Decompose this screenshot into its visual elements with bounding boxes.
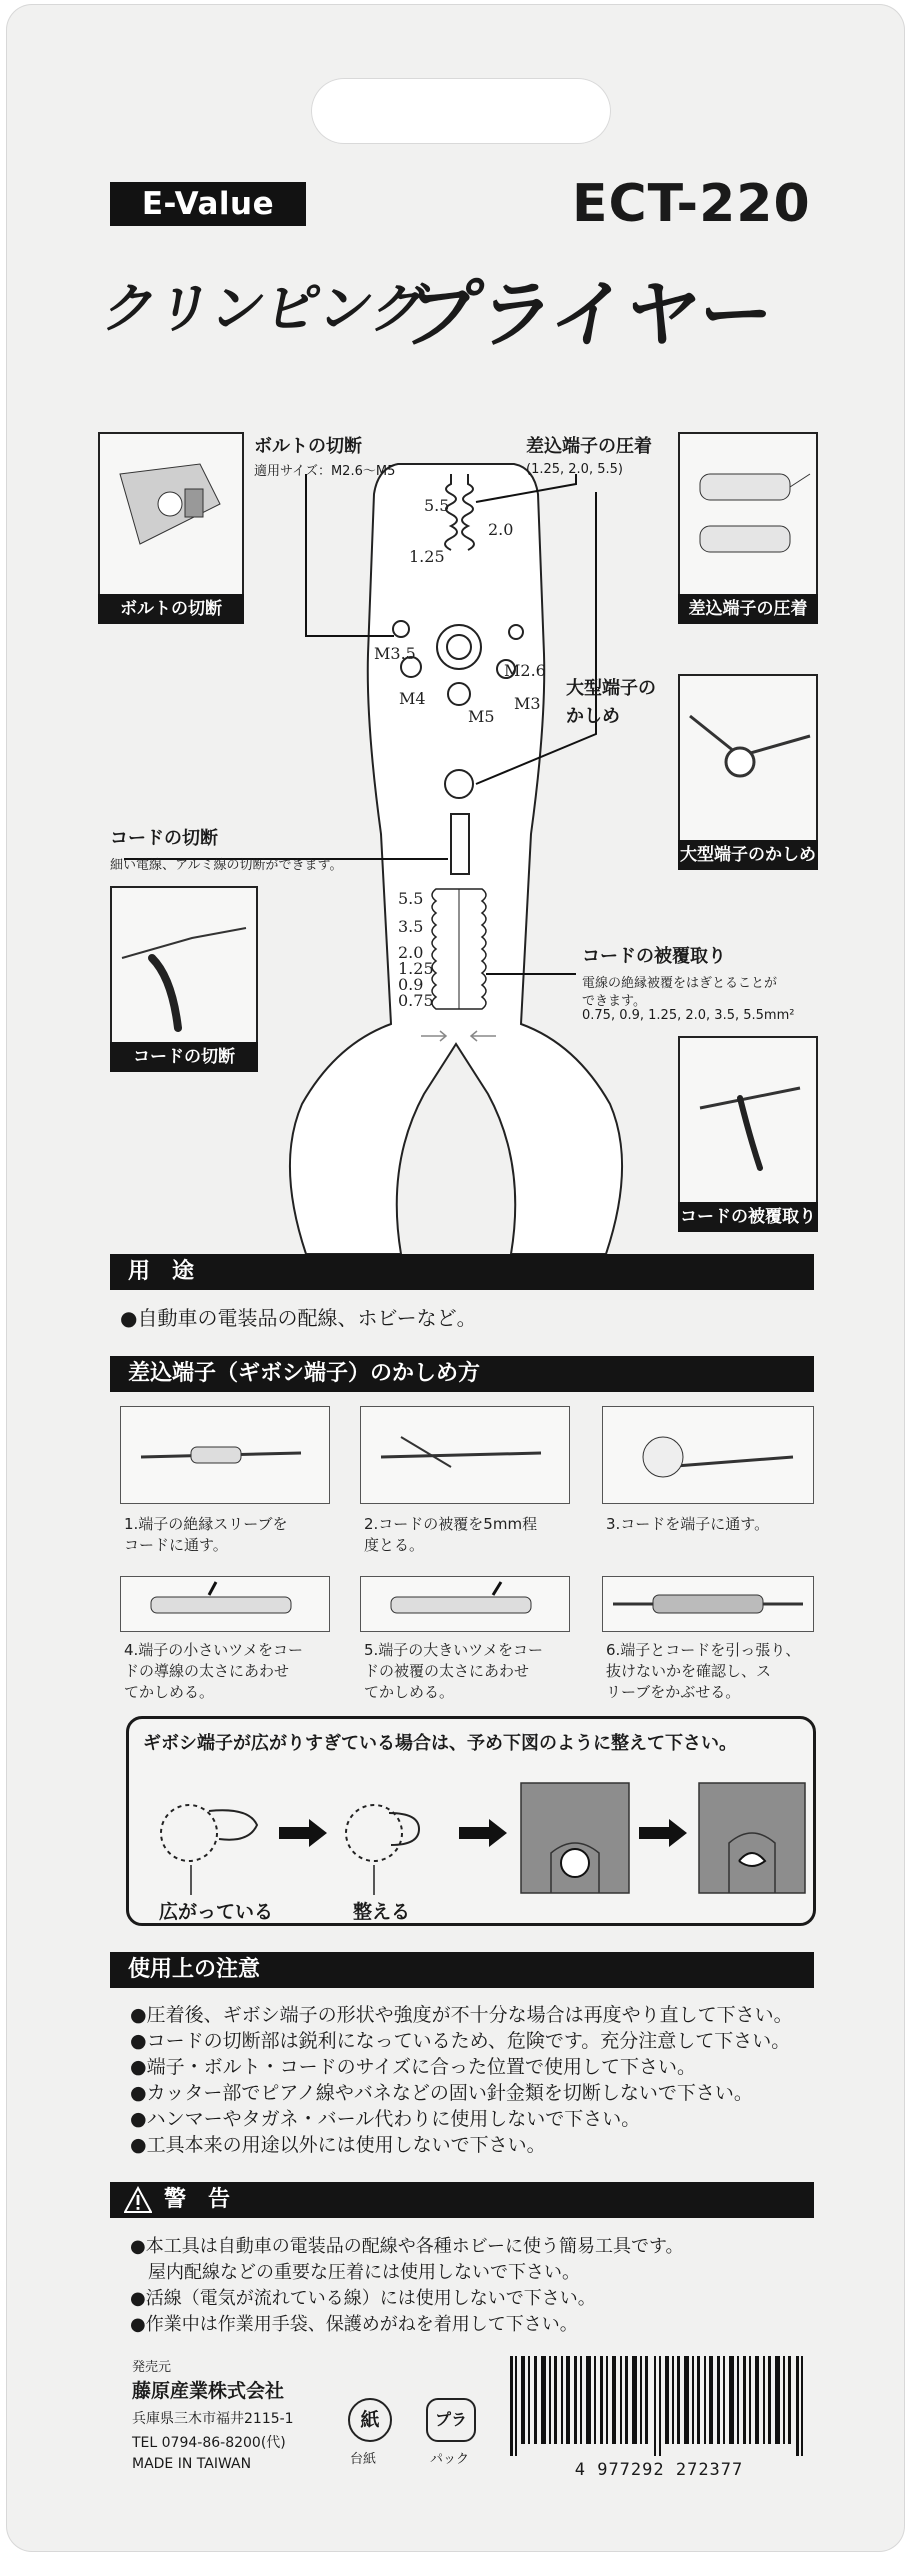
strip-sub-2: できます。 (582, 994, 646, 1009)
step-1-image (120, 1406, 330, 1504)
step-6-illustration (603, 1577, 813, 1631)
caution-heading: 使用上の注意 (110, 1952, 814, 1988)
caution-item: ●コードの切断部は鋭利になっているため、危険です。充分注意して下さい。 (130, 2030, 791, 2052)
strip-label-2-0: 2.0 (398, 943, 424, 962)
plastic-recycle-icon: プラ (426, 2398, 476, 2442)
bolt-label-m3: M3 (514, 694, 541, 713)
cord-cut-sub: 細い電線、アルミ線の切断ができます。 (110, 858, 343, 873)
caution-item: ●ハンマーやタガネ・バール代わりに使用しないで下さい。 (130, 2108, 641, 2130)
strip-title: コードの被覆取り (582, 946, 726, 967)
bolt-label-m2-6: M2.6 (504, 661, 546, 680)
large-terminal-title-2: かしめ (566, 706, 620, 727)
warning-item: ●活線（電気が流れている線）には使用しないで下さい。 (130, 2288, 596, 2309)
package-card (6, 4, 905, 2552)
usage-heading: 用 途 (110, 1254, 814, 1290)
paper-label: 台紙 (350, 2452, 377, 2467)
strip-label-1-25: 1.25 (398, 959, 434, 978)
photo-strip-caption: コードの被覆取り (678, 1202, 818, 1232)
gibo-heading: ギボシ端子が広がりすぎている場合は、予め下図のように整えて下さい。 (143, 1733, 737, 1754)
step-4-image (120, 1576, 330, 1632)
terminal-crimp-sub: (1.25, 2.0, 5.5) (526, 462, 623, 477)
large-terminal-illustration (680, 676, 816, 840)
brand-logo: E-Value (110, 182, 306, 226)
gibo-adjust-box (126, 1716, 816, 1926)
bolt-label-m3-5: M3.5 (374, 644, 416, 663)
step-3-text: 3.コードを端子に通す。 (606, 1515, 770, 1533)
company-address: 兵庫県三木市福井2115-1 (132, 2411, 294, 2427)
warning-item: ●作業中は作業用手袋、保護めがねを着用して下さい。 (130, 2314, 578, 2335)
terminal-crimp-illustration (680, 434, 816, 594)
caution-item: ●圧着後、ギボシ端子の形状や強度が不十分な場合は再度やり直して下さい。 (130, 2004, 793, 2026)
step-3-illustration (603, 1407, 813, 1503)
barcode-number: 4 977292 272377 (574, 2460, 744, 2480)
caution-item: ●工具本来の用途以外には使用しないで下さい。 (130, 2134, 546, 2156)
warning-heading: 警 告 (110, 2182, 814, 2218)
warning-item: 屋内配線などの重要な圧着には使用しないで下さい。 (130, 2262, 580, 2283)
step-1-text: 1.端子の絶縁スリーブを コードに通す。 (124, 1515, 288, 1554)
method-heading: 差込端子（ギボシ端子）のかしめ方 (110, 1356, 814, 1392)
company-name: 藤原産業株式会社 (132, 2380, 285, 2402)
gibo-fixed-label: 整える (353, 1901, 411, 1923)
terminal-crimp-title: 差込端子の圧着 (526, 436, 652, 457)
die-label-5-5: 5.5 (424, 496, 450, 515)
step-2-image (360, 1406, 570, 1504)
company-tel: TEL 0794-86-8200(代) (132, 2435, 286, 2451)
photo-terminal-crimp-caption: 差込端子の圧着 (678, 594, 818, 624)
gibo-diagram (139, 1763, 809, 1913)
photo-strip (678, 1036, 818, 1232)
seller-label: 発売元 (132, 2360, 172, 2375)
caution-item: ●カッター部でピアノ線やバネなどの固い針金類を切断しないで下さい。 (130, 2082, 753, 2104)
bolt-cut-title: ボルトの切断 (254, 436, 362, 457)
strip-sub-3: 0.75, 0.9, 1.25, 2.0, 3.5, 5.5mm² (582, 1008, 795, 1023)
cord-cut-title: コードの切断 (110, 828, 218, 849)
gibo-spread-label: 広がっている (159, 1901, 274, 1923)
photo-bolt-cut-caption: ボルトの切断 (98, 594, 244, 624)
product-title-crimping: クリンピング (97, 277, 432, 340)
strip-label-5-5: 5.5 (398, 889, 424, 908)
cord-cut-illustration (112, 888, 256, 1042)
photo-cord-cut-caption: コードの切断 (110, 1042, 258, 1072)
step-5-text: 5.端子の大きいツメをコー ドの被覆の太さにあわせ てかしめる。 (364, 1641, 544, 1701)
strip-illustration (680, 1038, 816, 1202)
product-title-pliers: プライヤー (397, 272, 781, 358)
caution-item: ●端子・ボルト・コードのサイズに合った位置で使用して下さい。 (130, 2056, 697, 2078)
bolt-cut-sub: 適用サイズ：M2.6～M5 (254, 464, 396, 479)
step-6-image (602, 1576, 814, 1632)
plastic-label: パック (430, 2452, 470, 2467)
model-number: ECT-220 (572, 174, 811, 234)
step-4-illustration (121, 1577, 329, 1631)
step-3-image (602, 1406, 814, 1504)
bolt-label-m5: M5 (468, 707, 495, 726)
paper-recycle-icon: 紙 (348, 2398, 392, 2442)
step-5-illustration (361, 1577, 569, 1631)
photo-terminal-crimp (678, 432, 818, 624)
strip-sub-1: 電線の絶縁被覆をはぎとることが (582, 976, 778, 991)
step-6-text: 6.端子とコードを引っ張り、 抜けないかを確認し、ス リーブをかぶせる。 (606, 1641, 801, 1701)
step-1-illustration (121, 1407, 329, 1503)
warning-triangle-icon (124, 2186, 152, 2214)
photo-large-terminal (678, 674, 818, 870)
step-2-text: 2.コードの被覆を5mm程 度とる。 (364, 1515, 538, 1554)
step-5-image (360, 1576, 570, 1632)
barcode (504, 2356, 814, 2466)
photo-cord-cut (110, 886, 258, 1072)
photo-large-terminal-caption: 大型端子のかしめ (678, 840, 818, 870)
bolt-label-m4: M4 (399, 689, 426, 708)
warning-item: ●本工具は自動車の電装品の配線や各種ホビーに使う簡易工具です。 (130, 2236, 684, 2257)
strip-label-3-5: 3.5 (398, 917, 424, 936)
strip-label-0-9: 0.9 (398, 975, 424, 994)
die-label-2-0: 2.0 (488, 520, 514, 539)
die-label-1-25: 1.25 (409, 547, 445, 566)
large-terminal-title-1: 大型端子の (566, 678, 656, 699)
usage-text: ●自動車の電装品の配線、ホビーなど。 (120, 1306, 477, 1330)
photo-bolt-cut (98, 432, 244, 624)
hang-hole (311, 78, 611, 144)
step-2-illustration (361, 1407, 569, 1503)
made-in: MADE IN TAIWAN (132, 2456, 252, 2472)
step-4-text: 4.端子の小さいツメをコー ドの導線の太さにあわせ てかしめる。 (124, 1641, 304, 1701)
bolt-cut-illustration (100, 434, 242, 594)
strip-label-0-75: 0.75 (398, 991, 434, 1010)
